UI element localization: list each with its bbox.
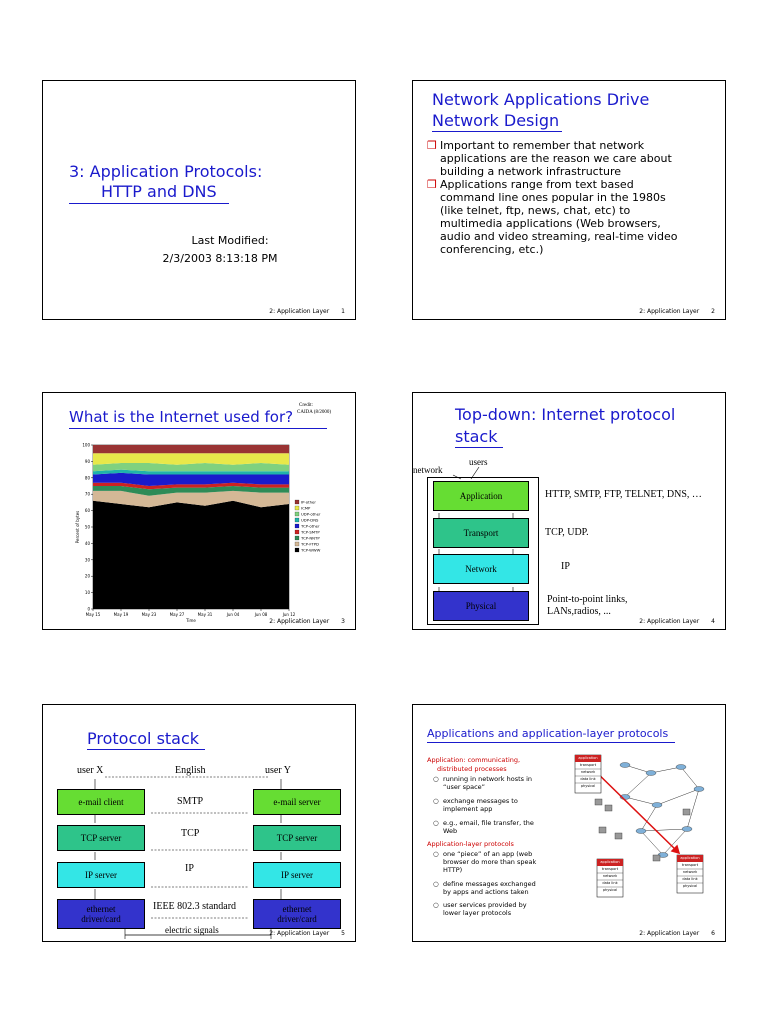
x-tick-label: May 19 xyxy=(113,612,129,617)
x-tick-label: Jun 08 xyxy=(254,612,268,617)
list-item-line: define messages exchanged xyxy=(443,880,536,888)
credit-label: Credit: xyxy=(299,403,313,408)
list-item-line: implement app xyxy=(443,805,493,813)
legend-label: UDP-DNS xyxy=(301,517,319,523)
circle-bullet-icon: ○ xyxy=(433,850,439,858)
red-arrow xyxy=(589,765,679,853)
list-item-line: Important to remember that network xyxy=(440,139,645,152)
slide-5 xyxy=(42,704,356,942)
layer-network-desc: IP xyxy=(561,561,570,572)
tcp-server-left-box: TCP server xyxy=(57,825,145,851)
stack-label: network xyxy=(602,874,618,878)
x-axis-label: Time xyxy=(186,618,196,623)
bullet-icon: ❒ xyxy=(427,178,437,191)
circle-bullet-icon: ○ xyxy=(433,819,439,827)
slide-4-title-line1: Top-down: Internet protocol xyxy=(455,405,676,424)
y-tick-label: 0 xyxy=(87,606,90,612)
x-tick-label: Jun 04 xyxy=(226,612,240,617)
circle-bullet-icon: ○ xyxy=(433,901,439,909)
footer-text: 2: Application Layer xyxy=(269,618,330,625)
slide-2-title-line2: Network Design xyxy=(432,111,560,130)
slide-1-footer xyxy=(269,308,345,315)
circle-bullet-icon: ○ xyxy=(433,880,439,888)
y-tick-label: 50 xyxy=(84,524,90,530)
legend-label: ICMP xyxy=(301,505,311,511)
list-item-line: browser do more than speak xyxy=(443,858,537,866)
y-tick-label: 100 xyxy=(82,442,90,448)
y-tick-label: 20 xyxy=(84,573,90,579)
slide-5-title: Protocol stack xyxy=(87,729,200,748)
stack-label: data link xyxy=(682,877,698,881)
list-item-line: audio and video streaming, real-time video xyxy=(440,230,678,243)
footer-text: 2: Application Layer xyxy=(639,930,700,937)
slide-5-footer xyxy=(269,930,345,937)
slide-3 xyxy=(42,392,356,630)
stack-label: transport xyxy=(579,763,597,767)
layer-transport-desc: TCP, UDP. xyxy=(545,527,589,538)
ieee-label: IEEE 802.3 standard xyxy=(153,901,237,912)
stack-label: data link xyxy=(580,777,596,781)
stack-labels-top-left xyxy=(575,755,601,790)
page-number: 6 xyxy=(711,930,715,937)
ip-server-left-box: IP server xyxy=(57,862,145,888)
network-diagram xyxy=(413,705,727,943)
slide-6-footer xyxy=(639,930,715,937)
legend-swatch xyxy=(295,518,299,522)
y-tick-label: 70 xyxy=(84,491,90,497)
legend-swatch xyxy=(295,500,299,504)
ip-server-right-box: IP server xyxy=(253,862,341,888)
stack-labels-bottom-left xyxy=(597,859,623,894)
x-tick-label: May 31 xyxy=(197,612,213,617)
layer-physical-desc-line2: LANs,radios, ... xyxy=(547,606,611,617)
layer-application: Application xyxy=(433,481,529,511)
list-item-line: lower layer protocols xyxy=(443,909,512,917)
slide-2 xyxy=(412,80,726,320)
layer-network: Network xyxy=(433,554,529,584)
page-number: 1 xyxy=(341,308,345,315)
slide-1-modified-label: Last Modified: xyxy=(191,234,269,247)
stack-label: physical xyxy=(602,888,618,892)
smtp-label: SMTP xyxy=(177,796,204,807)
router-icons xyxy=(620,763,704,858)
slide-6 xyxy=(412,704,726,942)
traffic-area-chart xyxy=(43,393,357,631)
y-tick-label: 60 xyxy=(84,508,90,514)
stack-label: application xyxy=(578,756,598,760)
area-series-ip-other xyxy=(93,445,289,453)
legend-label: UDP-other xyxy=(301,511,321,517)
slide-4-title-line2: stack xyxy=(455,427,498,446)
slide-4 xyxy=(412,392,726,630)
list-item-line: applications are the reason we care about xyxy=(440,152,672,165)
stack-label: application xyxy=(680,856,700,860)
bullet-icon: ❒ xyxy=(427,139,437,152)
slide-4-footer xyxy=(639,618,715,625)
electric-signals-label: electric signals xyxy=(165,925,219,935)
legend-label: IP-other xyxy=(301,499,316,505)
stack-label: transport xyxy=(601,867,619,871)
footer-text: 2: Application Layer xyxy=(639,618,700,625)
credit-source: CAIDA (8/2000) xyxy=(297,410,332,415)
circle-bullet-icon: ○ xyxy=(433,775,439,783)
legend-swatch xyxy=(295,524,299,528)
slide-3-footer xyxy=(269,618,345,625)
legend-swatch xyxy=(295,542,299,546)
list-item-line: Web xyxy=(443,827,458,835)
user-x-label: user X xyxy=(77,765,104,776)
y-tick-label: 30 xyxy=(84,557,90,563)
slide-1-title-line2: HTTP and DNS xyxy=(101,182,217,201)
slide-1-title-underline xyxy=(69,203,229,204)
y-axis-label: Percent of bytes xyxy=(75,510,80,544)
page-number: 2 xyxy=(711,308,715,315)
slide-2-bullet-list xyxy=(427,139,717,256)
layer-transport: Transport xyxy=(433,518,529,548)
stack-label: data link xyxy=(602,881,618,885)
x-tick-label: Jun 12 xyxy=(282,612,296,617)
email-client-box: e-mail client xyxy=(57,789,145,815)
y-tick-label: 80 xyxy=(84,475,90,481)
layer-physical-desc-line1: Point-to-point links, xyxy=(547,594,628,605)
slide-1-modified-date: 2/3/2003 8:13:18 PM xyxy=(162,252,278,265)
stack-label: network xyxy=(580,770,596,774)
ethernet-left-box: ethernet driver/card xyxy=(57,899,145,929)
slide-2-footer xyxy=(639,308,715,315)
stack-label: application xyxy=(600,860,620,864)
list-item-line: running in network hosts in xyxy=(443,775,533,783)
list-item-line: e.g., email, file transfer, the xyxy=(443,819,534,827)
list-item-line: one “piece” of an app (web xyxy=(443,850,533,858)
legend-swatch xyxy=(295,530,299,534)
email-server-box: e-mail server xyxy=(253,789,341,815)
x-tick-label: May 23 xyxy=(141,612,157,617)
area-series-tcp-www xyxy=(93,501,289,609)
list-item-line: multimedia applications (Web browsers, xyxy=(440,217,661,230)
list-item-line: (like telnet, ftp, news, chat, etc) to xyxy=(440,204,631,217)
legend-swatch xyxy=(295,512,299,516)
list-item xyxy=(427,178,717,256)
stack-label: physical xyxy=(682,884,698,888)
app-heading-line1: Application: communicating, xyxy=(427,756,521,764)
tcp-label: TCP xyxy=(181,828,200,839)
x-tick-label: May 15 xyxy=(85,612,101,617)
slide-2-title-line1: Network Applications Drive xyxy=(432,90,650,109)
legend-label: TCP-other xyxy=(301,523,320,529)
list-item-line: building a network infrastructure xyxy=(440,165,622,178)
list-item-line: command line ones popular in the 1980s xyxy=(440,191,666,204)
page-number: 5 xyxy=(341,930,345,937)
y-tick-label: 40 xyxy=(84,540,90,546)
page-number: 3 xyxy=(341,618,345,625)
english-label: English xyxy=(175,765,206,776)
legend-label: TCP-NNTP xyxy=(301,535,320,541)
proto-heading: Application-layer protocols xyxy=(427,840,514,848)
users-label: users xyxy=(469,457,488,467)
slide-2-title-underline xyxy=(432,131,562,132)
list-item-line: user services provided by xyxy=(443,901,527,909)
legend-swatch xyxy=(295,506,299,510)
slide-3-title: What is the Internet used for? xyxy=(69,408,294,426)
footer-text: 2: Application Layer xyxy=(269,308,330,315)
tcp-server-right-box: TCP server xyxy=(253,825,341,851)
list-item-line: Applications range from text based xyxy=(440,178,634,191)
list-item-line: HTTP) xyxy=(443,866,463,874)
footer-text: 2: Application Layer xyxy=(269,930,330,937)
stack-label: transport xyxy=(681,863,699,867)
network-label: network xyxy=(413,465,443,475)
slide-6-title: Applications and application-layer protocols xyxy=(427,727,669,740)
area-series-icmp xyxy=(93,453,289,465)
user-y-label: user Y xyxy=(265,765,292,776)
x-tick-label: May 27 xyxy=(169,612,185,617)
stack-labels-right xyxy=(677,855,703,890)
legend-swatch xyxy=(295,548,299,552)
slide-1 xyxy=(42,80,356,320)
list-item xyxy=(427,139,717,178)
app-heading-line2: distributed processes xyxy=(437,765,507,773)
ethernet-right-box: ethernet driver/card xyxy=(253,899,341,929)
list-item-line: by apps and actions taken xyxy=(443,888,529,896)
ip-label: IP xyxy=(185,863,194,874)
legend-label: TCP-SMTP xyxy=(301,529,320,535)
circle-bullet-icon: ○ xyxy=(433,797,439,805)
legend-label: TCP-WWW xyxy=(301,547,321,553)
y-tick-label: 10 xyxy=(84,590,90,596)
list-item-line: exchange messages to xyxy=(443,797,518,805)
stack-label: network xyxy=(682,870,698,874)
list-item-line: “user space” xyxy=(443,783,486,791)
legend-swatch xyxy=(295,536,299,540)
list-item-line: conferencing, etc.) xyxy=(440,243,544,256)
layer-application-desc: HTTP, SMTP, FTP, TELNET, DNS, … xyxy=(545,489,702,500)
footer-text: 2: Application Layer xyxy=(639,308,700,315)
y-tick-label: 90 xyxy=(84,458,90,464)
layer-physical: Physical xyxy=(433,591,529,621)
slide-1-title-line1: 3: Application Protocols: xyxy=(69,162,263,181)
stack-label: physical xyxy=(580,784,596,788)
page-number: 4 xyxy=(711,618,715,625)
legend-label: TCP-FTPD xyxy=(301,541,319,547)
